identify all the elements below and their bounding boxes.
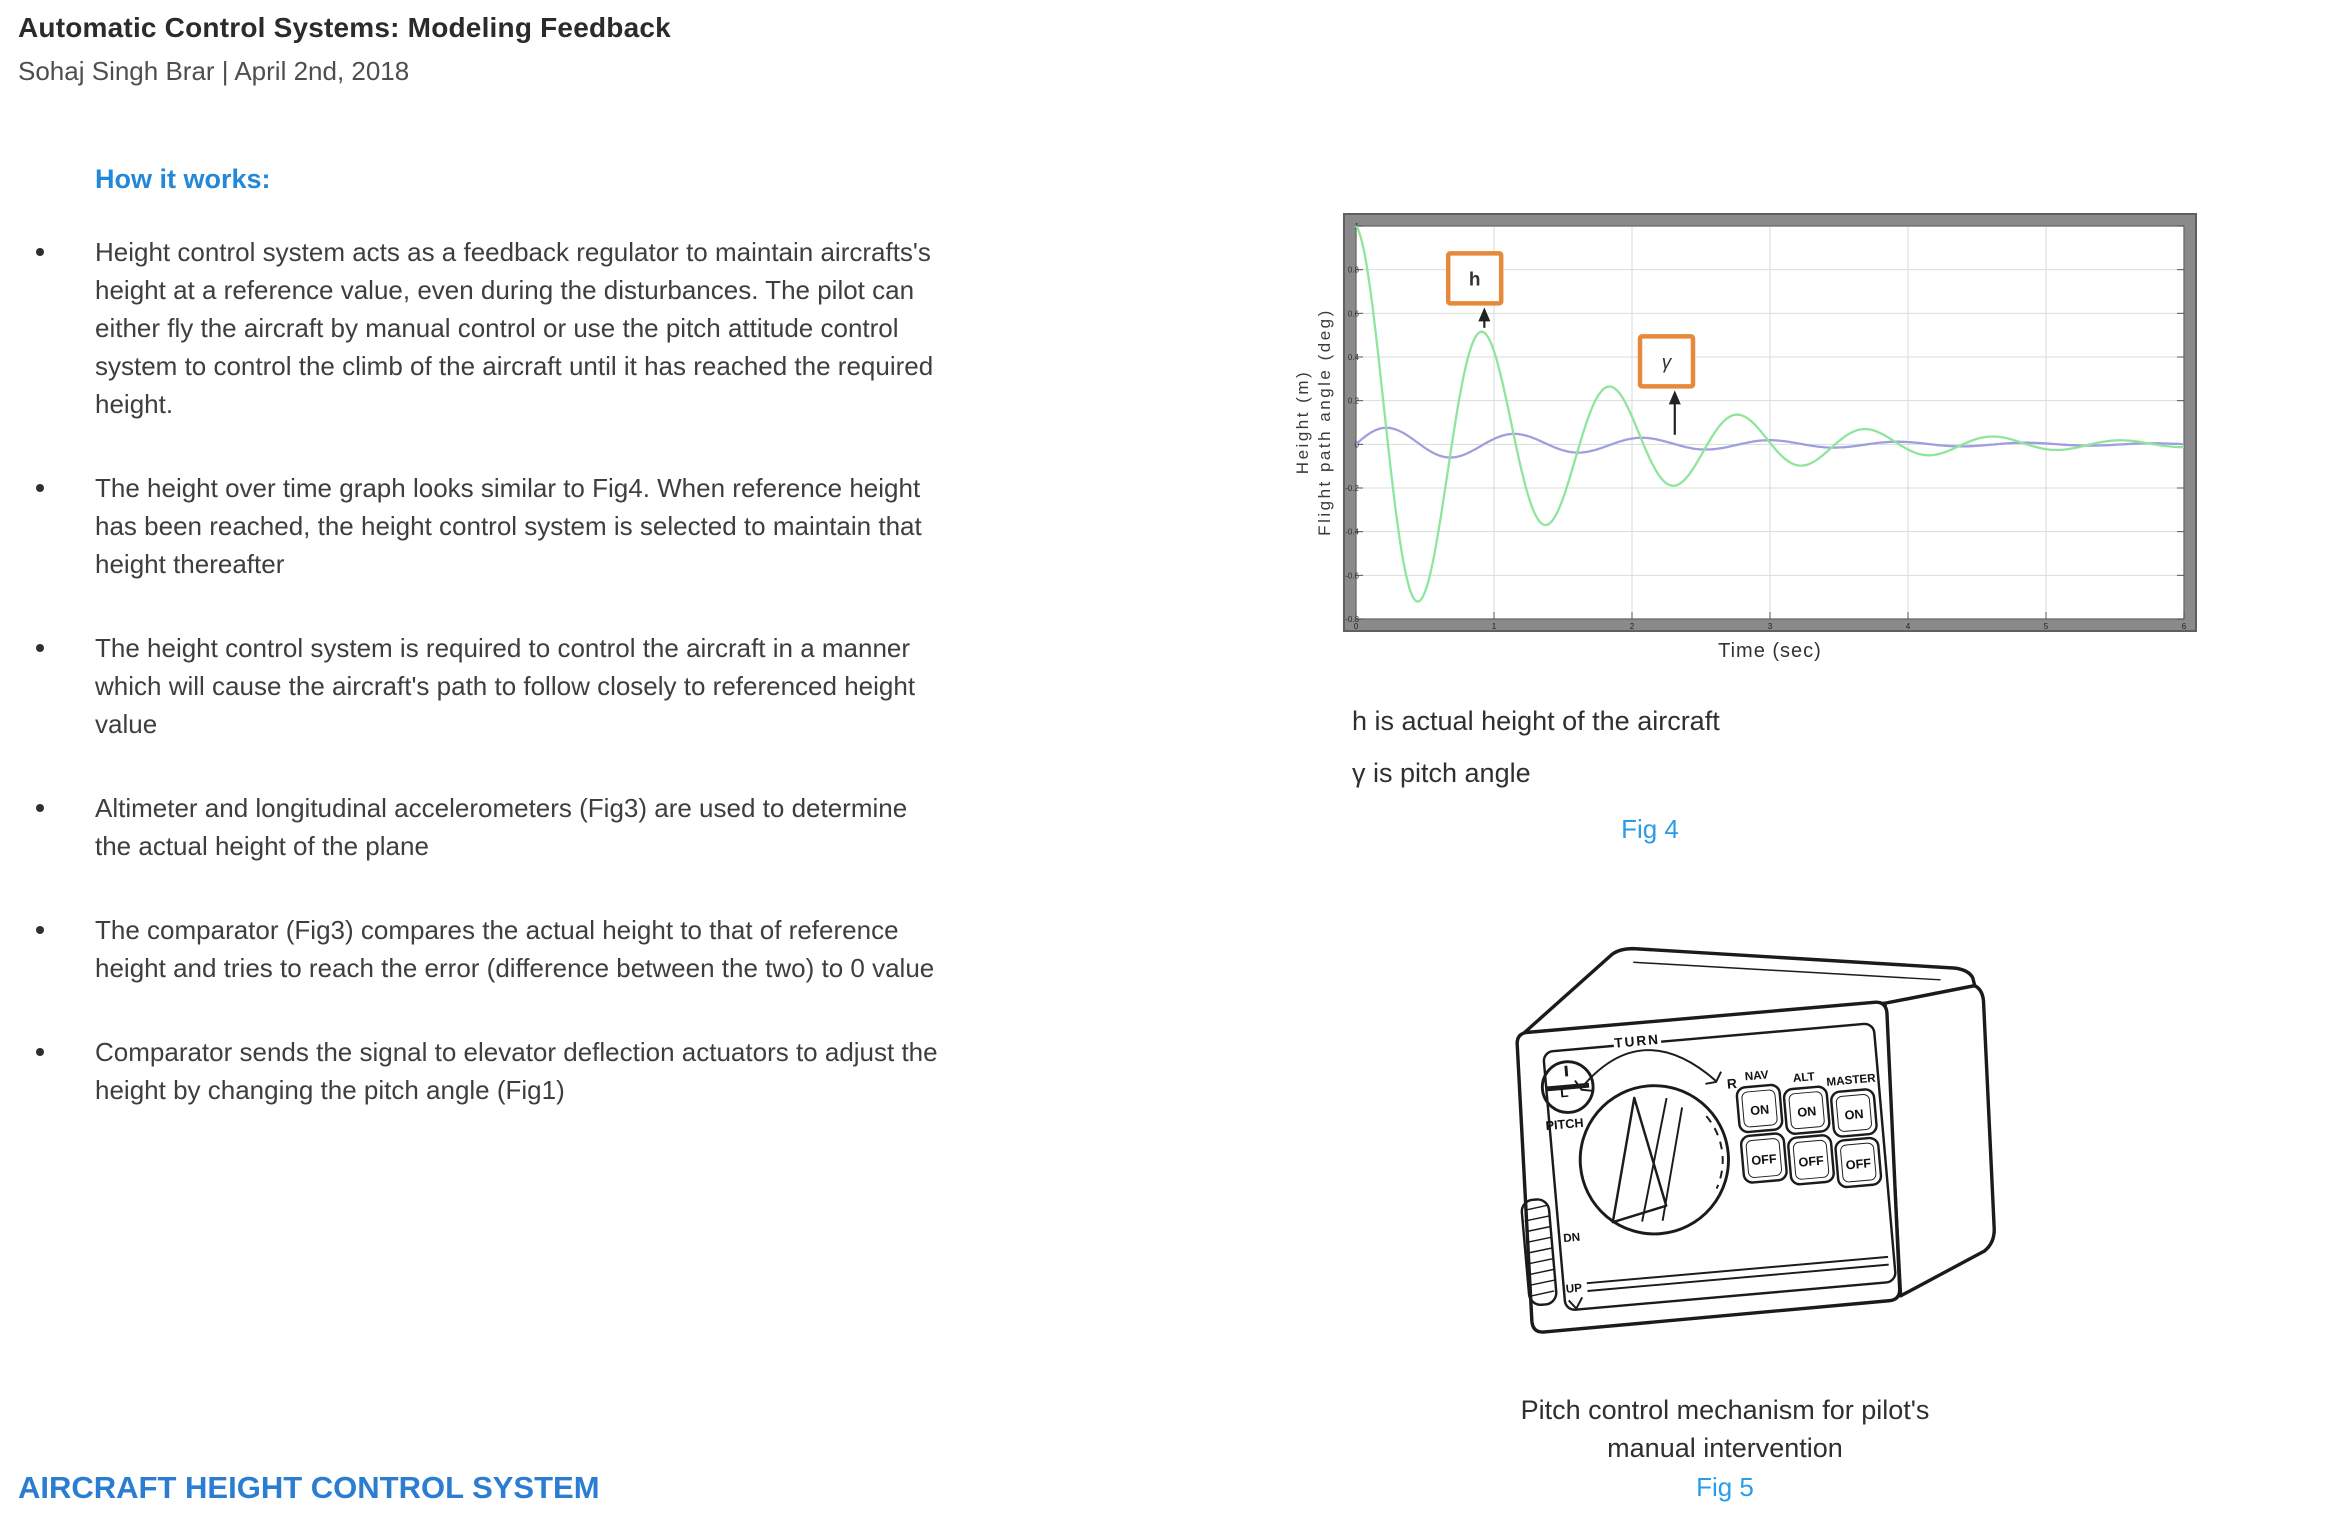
bullet-item: The comparator (Fig3) compares the actual height to that of reference height and tries to reach the error (difference between the two) to 0 value <box>33 911 938 987</box>
fig5-caption-label: Fig 5 <box>1696 1472 1754 1502</box>
y-tick-label: 0.2 <box>1347 396 1359 406</box>
fig4-caption-label: Fig 4 <box>1621 814 1679 844</box>
bullet-item: Height control system acts as a feedback regulator to maintain aircrafts's height at a reference value, even during the disturbances. The pilot can either fly the aircraft by manual control or use the pitch attitude control system to control the climb of the aircraft until it has reached the required height. <box>33 233 938 423</box>
fig4-x-axis-label: Time (sec) <box>1718 640 1822 662</box>
how-it-works-list <box>33 233 938 1155</box>
fig4-note-h: h is actual height of the aircraft <box>1352 706 1720 736</box>
nav-label: NAV <box>1744 1068 1770 1084</box>
fig5-caption-line1: Pitch control mechanism for pilot's <box>1520 1395 1930 1425</box>
fig5-pitch-control-drawing <box>1448 906 2004 1358</box>
x-tick-label: 0 <box>1353 622 1359 631</box>
fig5-caption <box>1425 1391 2025 1467</box>
master-on-button-label: ON <box>1844 1107 1865 1123</box>
how-it-works-heading: How it works: <box>95 164 271 194</box>
alt-off-button-label: OFF <box>1797 1153 1825 1170</box>
master-label: MASTER <box>1825 1071 1877 1089</box>
fig4-note-gamma: γ is pitch angle <box>1352 758 1531 788</box>
master-off-button-label: OFF <box>1845 1156 1872 1173</box>
y-tick-label: -0.4 <box>1345 527 1359 537</box>
fig4-y-axis-label <box>1292 222 1336 622</box>
x-tick-label: 1 <box>1491 622 1497 631</box>
alt-on-button-label: ON <box>1796 1104 1817 1120</box>
x-tick-label: 2 <box>1629 622 1635 631</box>
y-tick-label: 0 <box>1354 440 1359 450</box>
x-tick-label: 6 <box>2181 622 2187 631</box>
x-tick-label: 3 <box>1767 622 1773 631</box>
pitch-label: PITCH <box>1545 1115 1585 1134</box>
annotation-label: γ <box>1661 352 1672 374</box>
y-axis-label-line2: Flight path angle (deg) <box>1315 308 1334 536</box>
y-tick-label: 0.4 <box>1347 353 1359 362</box>
y-tick-label: -0.6 <box>1345 571 1359 581</box>
annotation-label: h <box>1468 269 1481 291</box>
pitch-knob-notch <box>1566 1066 1567 1077</box>
nav-on-button-label: ON <box>1749 1102 1770 1119</box>
y-tick-label: 1 <box>1354 222 1359 231</box>
x-tick-label: 4 <box>1905 622 1911 631</box>
wheel-dn-label: DN <box>1562 1230 1581 1246</box>
page-subtitle: Sohaj Singh Brar | April 2nd, 2018 <box>18 56 410 86</box>
footer-title: AIRCRAFT HEIGHT CONTROL SYSTEM <box>18 1470 600 1505</box>
fig5-caption-line2: manual intervention <box>1607 1433 1843 1463</box>
turn-right-label: R <box>1726 1075 1738 1092</box>
fig4-chart <box>1343 213 2197 632</box>
bullet-item: Altimeter and longitudinal accelerometers (Fig3) are used to determine the actual height of the plane <box>33 789 938 865</box>
y-tick-label: 0.8 <box>1347 265 1359 275</box>
x-tick-label: 5 <box>2043 622 2049 631</box>
y-tick-label: -0.2 <box>1345 484 1359 493</box>
y-tick-label: -0.8 <box>1345 615 1359 624</box>
panel-right-face <box>1885 986 1994 1296</box>
bullet-item: The height control system is required to control the aircraft in a manner which will cause the aircraft's path to follow closely to referenced height value <box>33 629 938 743</box>
wheel-up-label: UP <box>1565 1281 1583 1296</box>
turn-left-label: L <box>1559 1084 1570 1101</box>
page-title: Automatic Control Systems: Modeling Feedback <box>18 12 671 43</box>
bullet-item: The height over time graph looks similar to Fig4. When reference height has been reached, the height control system is selected to maintain that height thereafter <box>33 469 938 583</box>
nav-off-button-label: OFF <box>1750 1151 1778 1168</box>
alt-label: ALT <box>1792 1070 1816 1086</box>
bullet-item: Comparator sends the signal to elevator deflection actuators to adjust the height by changing the pitch angle (Fig1) <box>33 1033 938 1109</box>
turn-label: TURN <box>1613 1031 1661 1051</box>
y-tick-label: 0.6 <box>1347 309 1359 319</box>
y-axis-label-line1: Height (m) <box>1293 369 1312 475</box>
